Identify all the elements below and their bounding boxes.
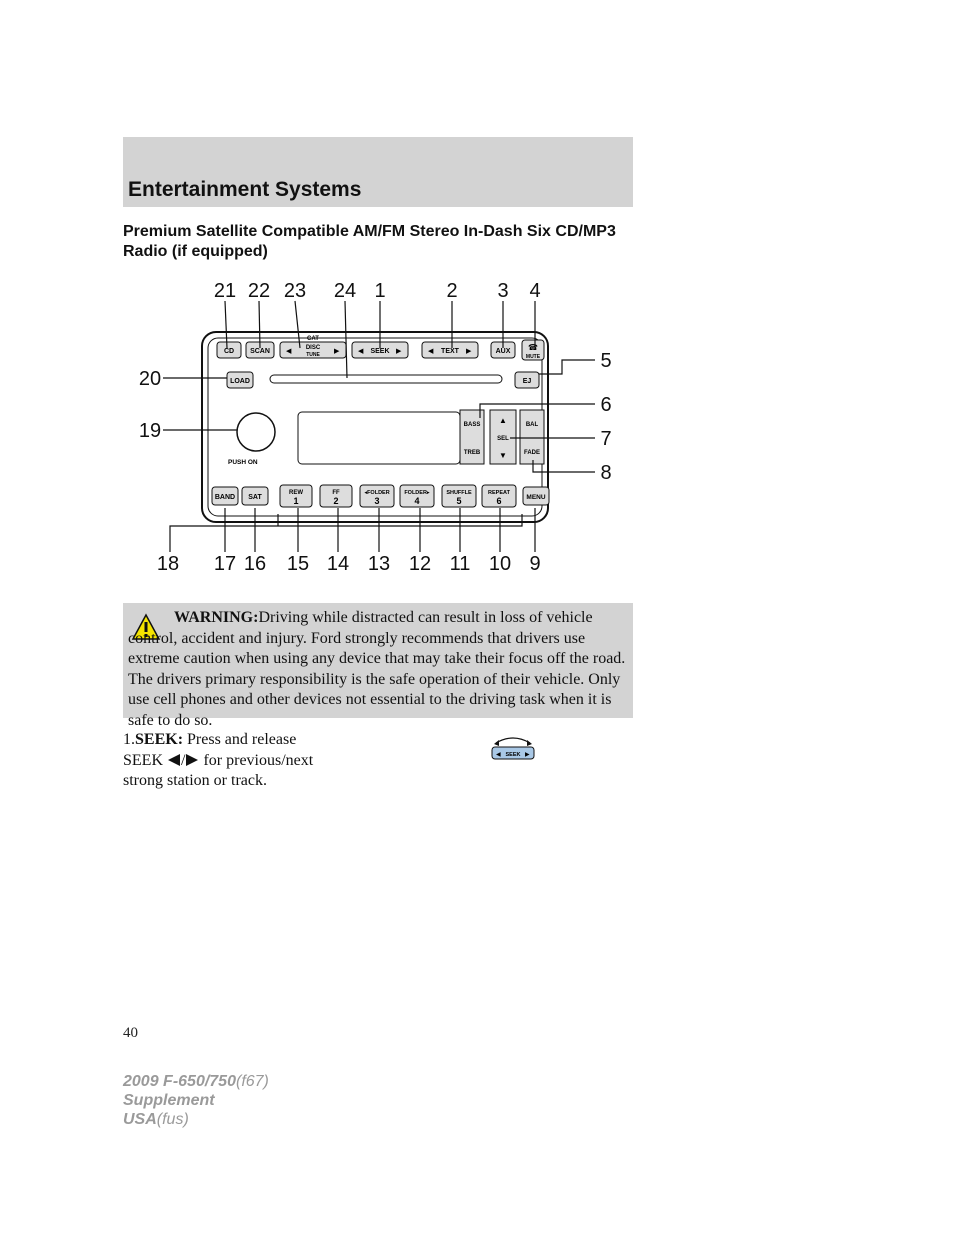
callout-10: 10 — [488, 553, 512, 575]
fade-label: FADE — [523, 450, 541, 456]
item-1-text-d: strong station or track. — [123, 772, 267, 789]
footer-supplement: Supplement — [123, 1092, 215, 1109]
scan-label: SCAN — [250, 348, 270, 355]
item-1-paragraph — [123, 730, 423, 792]
bal-label: BAL — [525, 422, 539, 428]
text-right-arrow: ▶ — [466, 348, 472, 355]
callout-3: 3 — [497, 280, 509, 302]
warning-lead: WARNING: — [174, 609, 259, 626]
display-screen — [298, 412, 460, 464]
callout-5: 5 — [600, 350, 612, 372]
item-1-text-b: SEEK — [123, 751, 163, 769]
callout-18: 18 — [156, 553, 180, 575]
callout-8: 8 — [600, 462, 612, 484]
footer-market-code: (fus) — [156, 1111, 189, 1128]
callout-23: 23 — [283, 280, 307, 302]
push-on-label: PUSH ON — [228, 459, 258, 466]
item-1-text-c: for previous/next — [203, 751, 314, 769]
preset-6-label: 6 — [496, 496, 502, 506]
callout-9: 9 — [529, 553, 541, 575]
svg-text:▶: ▶ — [525, 752, 530, 758]
seek-left-arrow: ◀ — [358, 348, 364, 355]
callout-24: 24 — [333, 280, 357, 302]
footer-market: USA — [123, 1111, 157, 1128]
cd-label: CD — [223, 348, 235, 355]
aux-label: AUX — [495, 348, 511, 355]
ej-label: EJ — [522, 378, 532, 385]
callout-6: 6 — [600, 394, 612, 416]
preset-1-label: 1 — [293, 496, 299, 506]
phone-icon: ☎ — [528, 343, 538, 352]
callout-11: 11 — [449, 553, 471, 575]
seek-right-icon — [185, 753, 199, 767]
seek-right-arrow: ▶ — [396, 348, 402, 355]
footer-block — [123, 1072, 269, 1129]
mute-label: MUTE — [525, 354, 541, 360]
sat-label: SAT — [248, 494, 262, 501]
callout-20: 20 — [138, 368, 162, 390]
cd-slot — [270, 375, 502, 383]
sel-label: SEL — [497, 436, 509, 442]
callout-1: 1 — [374, 280, 386, 302]
item-1-label: SEEK: — [135, 731, 184, 748]
seek-label: SEEK — [370, 348, 390, 355]
text-label: TEXT — [441, 348, 459, 355]
load-label: LOAD — [230, 378, 250, 385]
folder-prev-label: ◂FOLDER — [364, 490, 390, 496]
item-1-text-a: Press and release — [187, 731, 297, 748]
ff-label: FF — [332, 490, 340, 496]
callout-14: 14 — [326, 553, 350, 575]
callout-7: 7 — [600, 428, 612, 450]
section-title: Premium Satellite Compatible AM/FM Stereo In-Dash Six CD/MP3 Radio (if equipped) — [123, 223, 616, 260]
text-left-arrow: ◀ — [428, 348, 434, 355]
warning-body: Driving while distracted can result in loss of vehicle control, accident and injury. Ford strongly recommends that drivers use extreme caution when using any device that may take their focus off the road. The drivers primary responsibility is the safe operation of their vehicle. Only use cell phones and other devices not essential to the driving task when it is safe to do so. — [128, 609, 626, 729]
power-volume-knob — [237, 413, 275, 451]
bass-label: BASS — [463, 422, 481, 428]
callout-15: 15 — [286, 553, 310, 575]
page-header-title: Entertainment Systems — [128, 178, 362, 201]
menu-label: MENU — [526, 494, 546, 501]
page-number: 40 — [123, 1025, 138, 1041]
item-1-slash: / — [181, 751, 186, 769]
item-1-number: 1. — [123, 731, 135, 748]
seek-button-icon — [490, 735, 536, 761]
down-arrow-icon: ▼ — [499, 451, 507, 460]
svg-text:◀: ◀ — [496, 752, 501, 758]
callout-12: 12 — [408, 553, 432, 575]
callout-2: 2 — [446, 280, 458, 302]
callout-13: 13 — [367, 553, 391, 575]
seek-left-icon — [167, 753, 181, 767]
preset-4-label: 4 — [414, 496, 420, 506]
footer-model: 2009 F-650/750 — [123, 1073, 236, 1090]
warning-paragraph — [128, 608, 628, 731]
callout-4: 4 — [529, 280, 541, 302]
callout-16: 16 — [243, 553, 267, 575]
disc-tune-left-arrow: ◀ — [286, 348, 292, 355]
treb-label: TREB — [463, 450, 481, 456]
disc-tune-right-arrow: ▶ — [334, 348, 340, 355]
radio-diagram — [130, 268, 630, 588]
callout-19: 19 — [138, 420, 162, 442]
callout-22: 22 — [247, 280, 271, 302]
tune-label: TUNE — [306, 352, 320, 358]
callout-21: 21 — [213, 280, 237, 302]
shuffle-label: SHUFFLE — [446, 490, 472, 496]
preset-5-label: 5 — [456, 496, 462, 506]
seek-icon-label: SEEK — [505, 752, 521, 758]
repeat-label: REPEAT — [488, 490, 510, 496]
footer-model-code: (f67) — [235, 1073, 269, 1090]
callout-17: 17 — [213, 553, 237, 575]
rew-label: REW — [289, 490, 303, 496]
folder-next-label: FOLDER▸ — [404, 490, 430, 496]
disc-label: DISC — [305, 345, 321, 351]
up-arrow-icon: ▲ — [499, 416, 507, 425]
cat-label: CAT — [307, 336, 319, 342]
preset-3-label: 3 — [374, 496, 380, 506]
preset-2-label: 2 — [333, 496, 339, 506]
band-label: BAND — [214, 494, 236, 501]
